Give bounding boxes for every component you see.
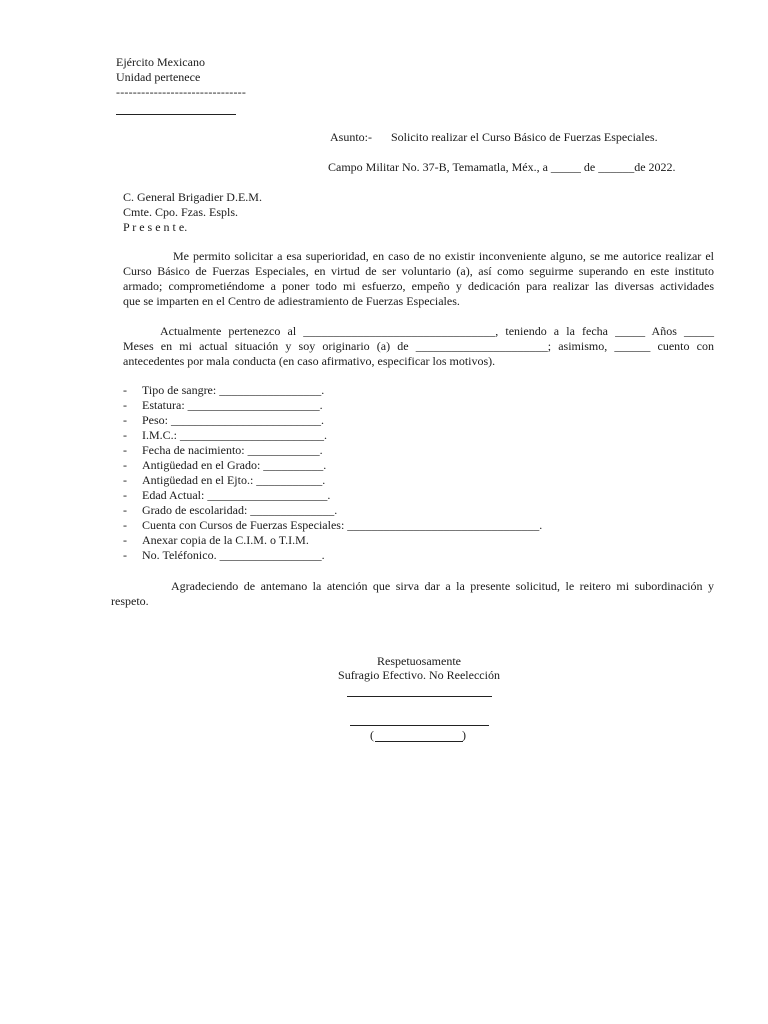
list-dash: - (123, 473, 127, 487)
list-dash: - (123, 518, 127, 532)
list-item-age: Edad Actual: ____________________. (142, 488, 331, 502)
place-date: Campo Militar No. 37-B, Temamatla, Méx., a _____ de ______de 2022. (328, 160, 676, 174)
paragraph-situation-line: Meses en mi actual situación y soy originario (a) de ______________________; asimismo, ______ cuento con (123, 339, 714, 353)
list-dash: - (123, 383, 127, 397)
list-item-army-seniority: Antigüedad en el Ejto.: ___________. (142, 473, 326, 487)
paragraph-situation (123, 324, 714, 369)
header-unit: Unidad pertenece (116, 70, 201, 84)
header-signature-line (116, 114, 236, 115)
paragraph-request-line: que se imparten en el Centro de adiestramiento de Fuerzas Especiales. (123, 294, 460, 308)
list-dash: - (123, 458, 127, 472)
addressee-line2: Cmte. Cpo. Fzas. Espls. (123, 205, 239, 219)
list-item-weight: Peso: _________________________. (142, 413, 325, 427)
list-item-birth-date: Fecha de nacimiento: ____________. (142, 443, 323, 457)
list-dash: - (123, 503, 127, 517)
subject-text: Solicito realizar el Curso Básico de Fuerzas Especiales. (391, 130, 658, 144)
name-paren-open: ( (370, 728, 374, 742)
name-blank-line (375, 741, 463, 742)
paragraph-situation-line: Actualmente pertenezco al ________________________________, teniendo a la fecha _____ Años _____ (160, 324, 714, 338)
header-dashes: ------------------------------- (116, 85, 247, 99)
paragraph-request-line: Curso Básico de Fuerzas Especiales, en virtud de ser voluntario (a), así como seguirme superando en este instituto (123, 264, 714, 278)
signature-line-2 (350, 725, 489, 726)
list-item-rank-seniority: Antigüedad en el Grado: __________. (142, 458, 327, 472)
addressee-line1: C. General Brigadier D.E.M. (123, 190, 262, 204)
list-item-education: Grado de escolaridad: ______________. (142, 503, 338, 517)
list-item-blood-type: Tipo de sangre: _________________. (142, 383, 325, 397)
list-dash: - (123, 398, 127, 412)
list-item-courses: Cuenta con Cursos de Fuerzas Especiales: ________________________________. (142, 518, 543, 532)
paragraph-closing-line: Agradeciendo de antemano la atención que sirva dar a la presente solicitud, le reitero mi subordinación y (171, 579, 714, 593)
list-dash: - (123, 428, 127, 442)
signature-line-1 (347, 696, 492, 697)
list-dash: - (123, 443, 127, 457)
list-item-bmi: I.M.C.: ________________________. (142, 428, 328, 442)
paragraph-closing (111, 579, 714, 609)
list-item-phone: No. Teléfonico. _________________. (142, 548, 325, 562)
name-paren-close: ) (462, 728, 466, 742)
paragraph-situation-line: antecedentes por mala conducta (en caso afirmativo, especificar los motivos). (123, 354, 496, 368)
list-item-id-copy: Anexar copia de la C.I.M. o T.I.M. (142, 533, 309, 547)
signature-respectfully: Respetuosamente (377, 654, 461, 668)
paragraph-request-line: armado; comprometiéndome a poner todo mi esfuerzo, empeño y dedicación para realizar las diversas actividades (123, 279, 714, 293)
paragraph-request-line: Me permito solicitar a esa superioridad, en caso de no existir inconveniente alguno, se me autorice realizar el (173, 249, 714, 263)
paragraph-request (123, 249, 714, 309)
paragraph-closing-line: respeto. (111, 594, 149, 608)
signature-motto: Sufragio Efectivo. No Reelección (338, 668, 500, 682)
list-dash: - (123, 533, 127, 547)
header-org: Ejército Mexicano (116, 55, 205, 69)
list-dash: - (123, 488, 127, 502)
addressee-line3: P r e s e n t e. (123, 220, 188, 234)
list-dash: - (123, 413, 127, 427)
list-item-height: Estatura: ______________________. (142, 398, 323, 412)
list-dash: - (123, 548, 127, 562)
subject-label: Asunto:- (330, 130, 372, 144)
